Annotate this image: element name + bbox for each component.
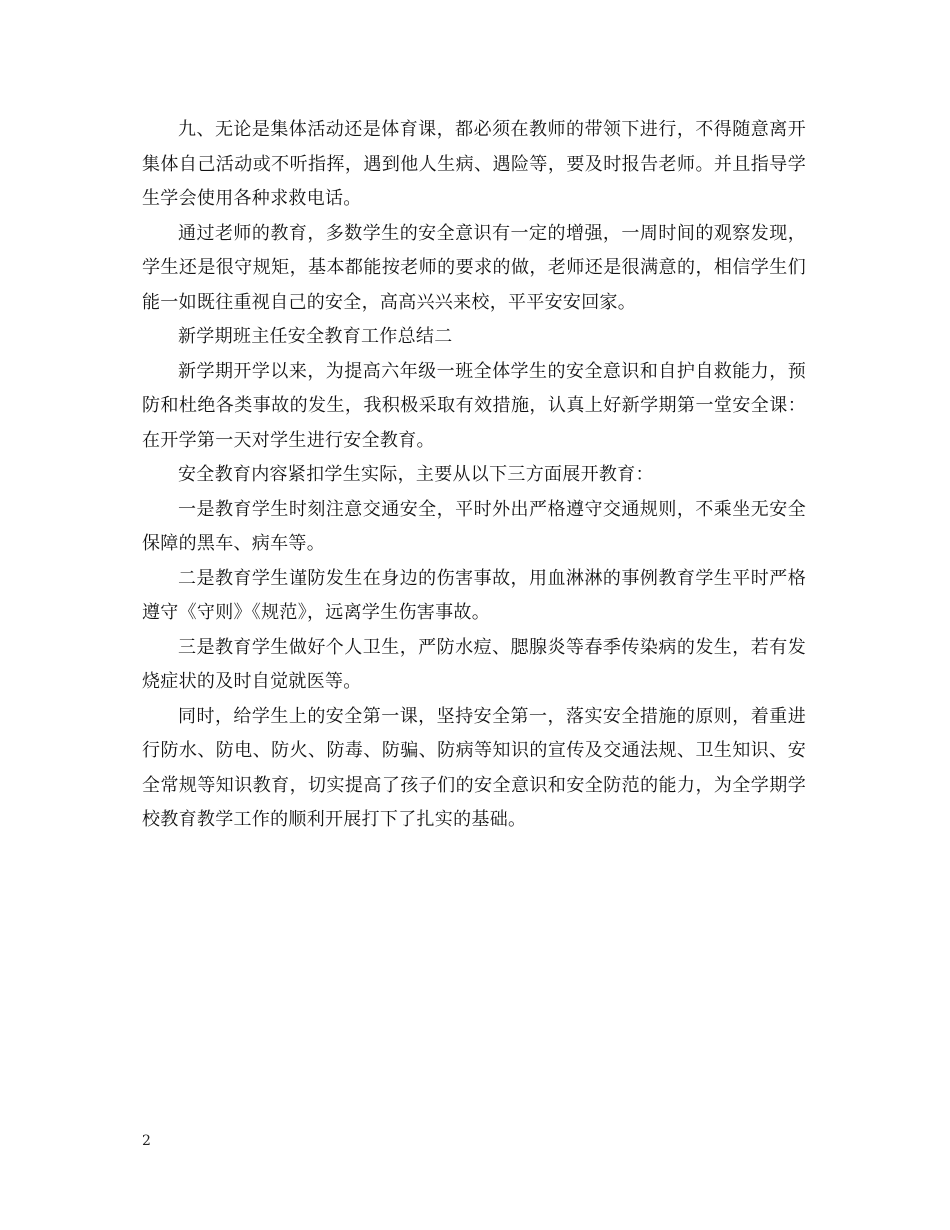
paragraph-traffic-safety: 一是教育学生时刻注意交通安全，平时外出严格遵守交通规则，不乘坐无安全保障的黑车、病车等。 — [142, 498, 806, 554]
paragraph-injury-prevention: 二是教育学生谨防发生在身边的伤害事故，用血淋淋的事例教育学生平时严格遵守《守则》《规范》，远离学生伤害事故。 — [142, 567, 806, 623]
paragraph-conclusion: 同时，给学生上的安全第一课，坚持安全第一，落实安全措施的原则，着重进行防水、防电、防火、防毒、防骗、防病等知识的宣传及交通法规、卫生知识、安全常规等知识教育，切实提高了孩子们的安全意识和安全防范的能力，为全学期学校教育教学工作的顺利开展打下了扎实的基础。 — [142, 705, 806, 830]
paragraph-new-term-intro: 新学期开学以来，为提高六年级一班全体学生的安全意识和自护自救能力，预防和杜绝各类事故的发生，我积极采取有效措施，认真上好新学期第一堂安全课：在开学第一天对学生进行安全教育。 — [142, 360, 806, 451]
paragraph-observation-summary: 通过老师的教育，多数学生的安全意识有一定的增强，一周时间的观察发现，学生还是很守规矩，基本都能按老师的要求的做，老师还是很满意的，相信学生们能一如既往重视自己的安全，高高兴兴来校，平平安安回家。 — [142, 222, 806, 313]
paragraph-rule-nine: 九、无论是集体活动还是体育课，都必须在教师的带领下进行，不得随意离开集体自己活动或不听指挥，遇到他人生病、遇险等，要及时报告老师。并且指导学生学会使用各种求救电话。 — [142, 119, 806, 209]
paragraph-content-overview: 安全教育内容紧扣学生实际，主要从以下三方面展开教育： — [178, 464, 654, 485]
document-body — [142, 113, 806, 838]
section-heading: 新学期班主任安全教育工作总结二 — [178, 326, 453, 347]
page-number: 2 — [142, 1133, 151, 1149]
paragraph-hygiene: 三是教育学生做好个人卫生，严防水痘、腮腺炎等春季传染病的发生，若有发烧症状的及时自觉就医等。 — [142, 636, 806, 692]
